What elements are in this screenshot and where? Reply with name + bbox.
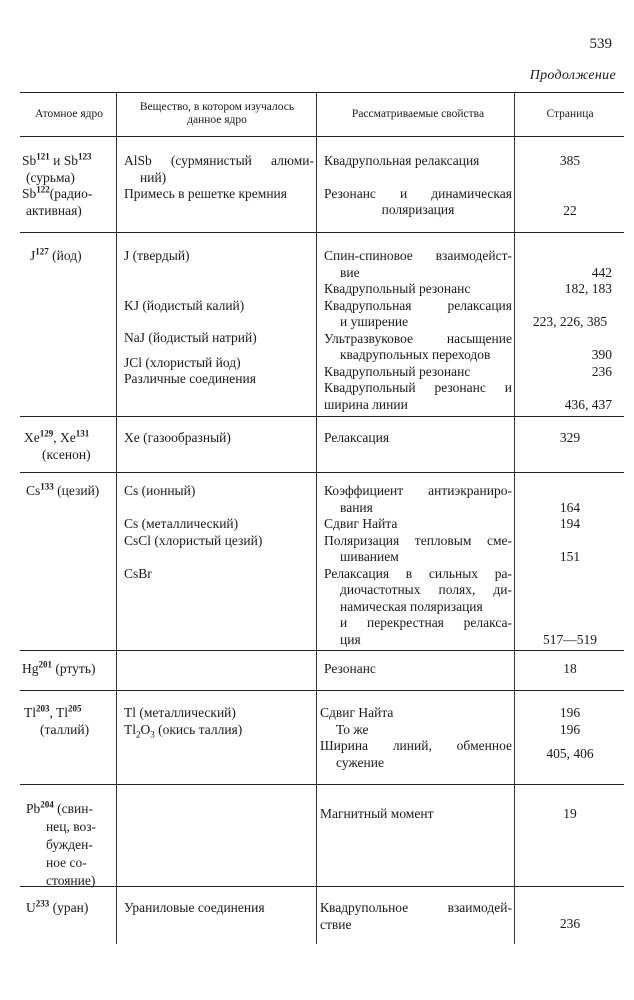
properties-cs: Коэффициент антиэкраниро- вания Сдвиг Найта Поляризация тепловым сме- шиванием Релаксация в сильных ра- диочастотных полях, ди- намическая поляризация и перекрестная релакса- ция: [324, 483, 512, 647]
substance-sb: AlSb (сурмянистый алюми- ний) Примесь в решетке кремния: [124, 153, 314, 201]
pages-sb: 385 22: [559, 153, 581, 218]
pages-xe: 329: [559, 430, 581, 445]
row-rule-sb: [20, 232, 624, 233]
row-rule-cs: [20, 650, 624, 651]
pages-pb: 19: [563, 806, 577, 821]
header-page: Страница: [546, 108, 594, 120]
properties-sb: Квадрупольная релаксация Резонанс и динамическая поляризация: [324, 153, 512, 217]
pages-tl: 196 196 405, 406: [546, 705, 594, 761]
col-rule-3: [514, 92, 515, 944]
nucleus-u: $U^{233}$ (уран): [26, 898, 89, 915]
properties-j: Спин-спиновое взаимодейст- вие Квадрупольный резонанс Квадрупольная релаксация и уширение Ультразвуковое насыщение квадрупольных переходов Квадрупольный резонанс Квадрупольный резонанс и ширина линии: [324, 248, 512, 412]
substance-u: Ураниловые соединения: [124, 900, 265, 915]
pages-u: 236: [559, 916, 581, 931]
pages-hg: 18: [563, 661, 577, 676]
nucleus-pb: Pb$^{204}$ (свин- нец, воз- бужден- ное со- стояние): [26, 799, 97, 888]
nucleus-sb: Sb$^{121}$ и Sb$^{123}$ (сурьма) Sb$^{122}$(радио- активная): [22, 151, 93, 218]
continued-label: Продолжение: [529, 68, 616, 83]
pages-j: 442 182, 183 223, 226, 385 390 236 436, 437: [532, 264, 612, 412]
header-nucleus: Атомное ядро: [34, 108, 104, 120]
row-rule-hg: [20, 690, 624, 691]
properties-xe: Релаксация: [324, 430, 390, 445]
pages-cs: 164 194 151 517—519: [543, 499, 597, 647]
substance-tl: Tl (металлический) $Tl_2O_3$ (окись таллия): [124, 705, 243, 740]
header-bottom-rule: [20, 136, 624, 137]
substance-j: J (твердый) KJ (йодистый калий) NaJ (йодистый натрий) JCl (хлористый йод) Различные соединения: [124, 248, 257, 386]
substance-xe: Xe (газообразный): [124, 430, 231, 445]
nucleus-j: $J^{127}$ (йод): [30, 246, 82, 263]
header-substance: Вещество, в котором изучалось данное ядро: [139, 101, 295, 126]
col-rule-2: [316, 92, 317, 944]
nucleus-hg: Hg$^{201}$ (ртуть): [22, 659, 96, 676]
header-properties: Рассматриваемые свойства: [351, 108, 485, 120]
page-number: 539: [589, 36, 612, 52]
properties-pb: Магнитный момент: [320, 806, 434, 821]
row-rule-xe: [20, 472, 624, 473]
substance-cs: Cs (ионный) Cs (металлический) CsCl (хлористый цезий) CsBr: [124, 483, 263, 581]
properties-hg: Резонанс: [324, 661, 376, 676]
properties-tl: Сдвиг Найта То же Ширина линий, обменное сужение: [320, 705, 512, 770]
row-rule-j: [20, 416, 624, 417]
nucleus-tl: Tl$^{203}$, Tl$^{205}$ (таллий): [24, 703, 90, 737]
table-top-rule: [20, 92, 624, 93]
nucleus-xe: Xe$^{129}$, Xe$^{131}$ (ксенон): [24, 428, 91, 462]
properties-u: Квадрупольное взаимодей- ствие: [320, 900, 512, 932]
nucleus-cs: Cs$^{133}$ (цезий): [26, 481, 100, 498]
row-rule-tl: [20, 784, 624, 785]
